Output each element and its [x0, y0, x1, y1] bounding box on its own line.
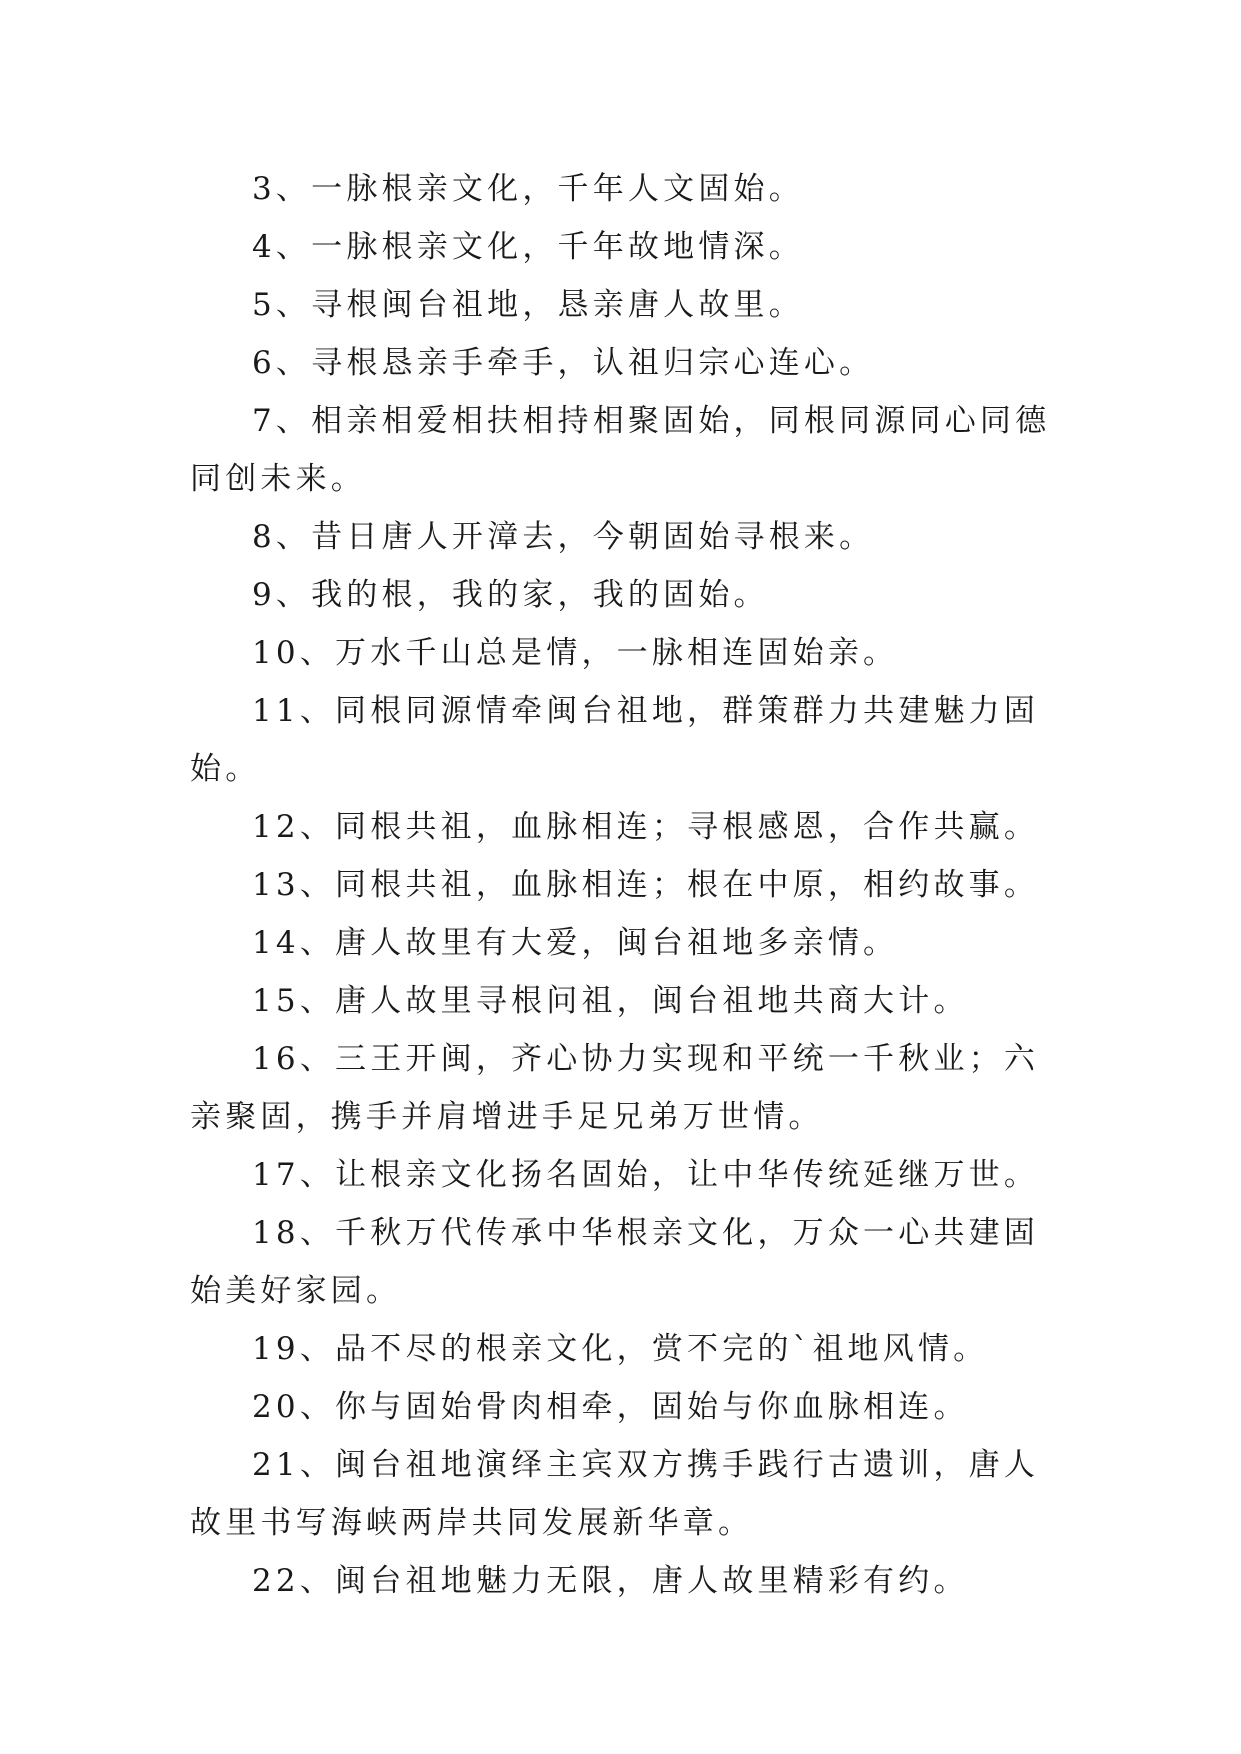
list-item: 6、寻根恳亲手牵手，认祖归宗心连心。: [252, 345, 875, 381]
list-item: 3、一脉根亲文化，千年人文固始。: [252, 171, 804, 207]
list-item: 11、同根同源情牵闽台祖地，群策群力共建魅力固始。: [190, 693, 1040, 787]
list-item: 5、寻根闽台祖地，恳亲唐人故里。: [252, 287, 804, 323]
document-body: [190, 160, 1060, 1610]
list-item: 13、同根共祖，血脉相连；根在中原，相约故事。: [252, 867, 1040, 903]
list-item: 22、闽台祖地魅力无限，唐人故里精彩有约。: [252, 1563, 969, 1599]
list-item: 15、唐人故里寻根问祖，闽台祖地共商大计。: [252, 983, 969, 1019]
list-item: 20、你与固始骨肉相牵，固始与你血脉相连。: [252, 1389, 969, 1425]
list-item: 16、三王开闽，齐心协力实现和平统一千秋业；六亲聚固，携手并肩增进手足兄弟万世情。: [190, 1041, 1040, 1135]
list-item: 4、一脉根亲文化，千年故地情深。: [252, 229, 804, 265]
list-item: 8、昔日唐人开漳去，今朝固始寻根来。: [252, 519, 875, 555]
list-item: 18、千秋万代传承中华根亲文化，万众一心共建固始美好家园。: [190, 1215, 1040, 1309]
list-item: 10、万水千山总是情，一脉相连固始亲。: [252, 635, 899, 671]
list-item: 7、相亲相爱相扶相持相聚固始，同根同源同心同德同创未来。: [190, 403, 1051, 497]
list-item: 17、让根亲文化扬名固始，让中华传统延继万世。: [252, 1157, 1040, 1193]
list-item: 21、闽台祖地演绎主宾双方携手践行古遗训，唐人故里书写海峡两岸共同发展新华章。: [190, 1447, 1040, 1541]
list-item: 19、品不尽的根亲文化，赏不完的`祖地风情。: [252, 1331, 989, 1367]
list-item: 9、我的根，我的家，我的固始。: [252, 577, 769, 613]
list-item: 12、同根共祖，血脉相连；寻根感恩，合作共赢。: [252, 809, 1040, 845]
list-item: 14、唐人故里有大爱，闽台祖地多亲情。: [252, 925, 899, 961]
